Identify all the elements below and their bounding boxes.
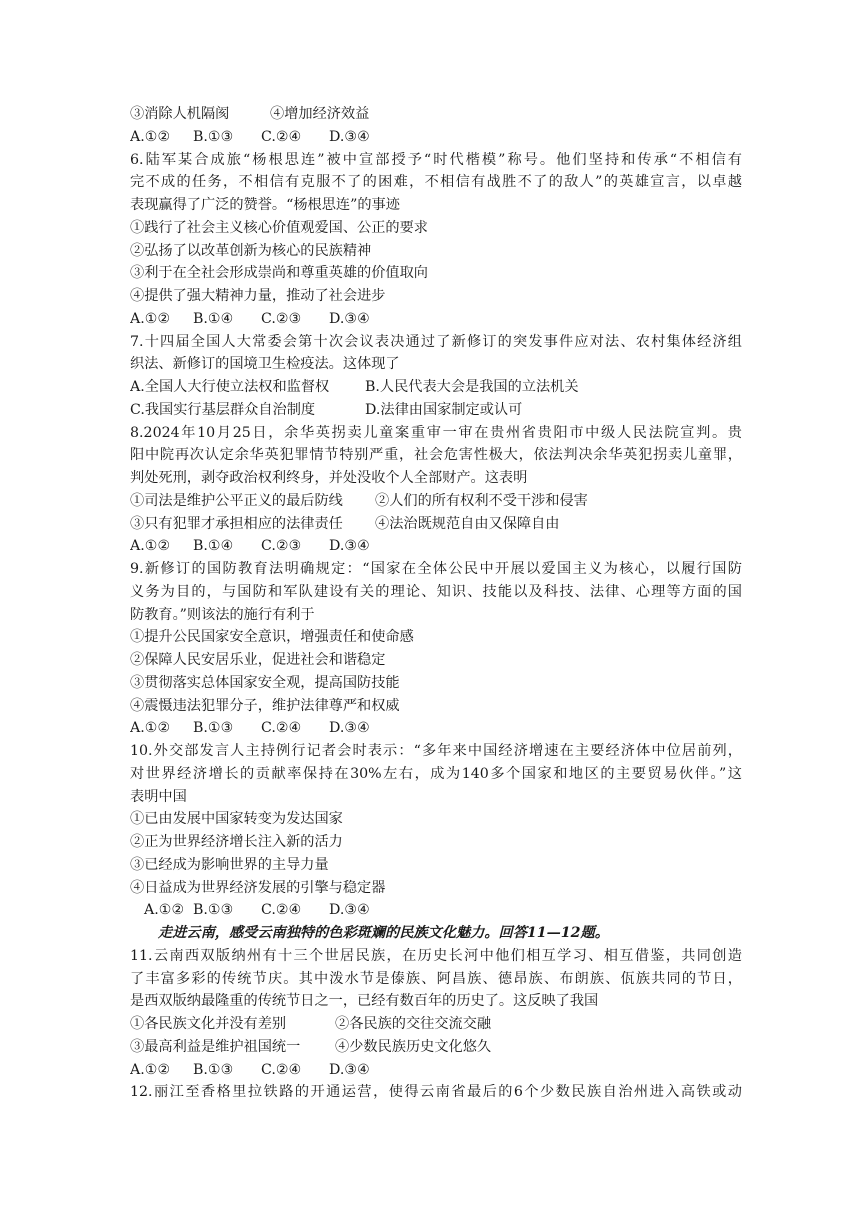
choice-d[interactable]: D.③④ [329,902,370,919]
q5-option-4: ④增加经济效益 [270,106,370,122]
q10-stem-line: 10.外交部发言人主持例行记者会时表示：“多年来中国经济增速在主要经济体中位居前列， [130,743,742,759]
q6-option: ②弘扬了以改革创新为核心的民族精神 [130,242,372,259]
q6-stem-line: 完不成的任务，不相信有克服不了的困难，不相信有战胜不了的敌人”的英雄宣言，以卓越 [130,174,742,191]
q9-stem-line: 防教育。”则该法的施行有利于 [130,606,315,623]
q6-choices [130,308,742,331]
q11-option-2: ②各民族的交往交流交融 [335,1016,492,1032]
q8-options-row-1 [130,490,742,513]
q9-stem-line: 9.新修订的国防教育法明确规定：“国家在全体公民中开展以爱国主义为核心，以履行国防 [130,561,742,577]
choice-c[interactable]: C.②④ [261,720,302,737]
choice-a[interactable]: A.①② [130,720,171,737]
q11-option-4: ④少数民族历史文化悠久 [335,1038,492,1055]
choice-a[interactable]: A.①② [130,1061,171,1078]
q9-option: ②保障人民安居乐业，促进社会和谐稳定 [130,652,386,668]
q6-option: ③利于在全社会形成崇尚和尊重英雄的价值取向 [130,265,428,282]
q7-stem-line: 织法、新修订的国境卫生检疫法。这体现了 [130,356,400,373]
q10-option: ①已由发展中国家转变为发达国家 [130,811,343,828]
q7-options-row-1 [130,376,742,399]
choice-b[interactable]: B.①④ [193,538,234,555]
q7-stem-line: 7.十四届全国人大常委会第十次会议表决通过了新修订的突发事件应对法、农村集体经济组 [130,333,742,350]
q6-option: ①践行了社会主义核心价值观爱国、公正的要求 [130,219,428,236]
choice-d[interactable]: D.③④ [329,538,370,555]
choice-a[interactable]: A.①② [130,310,171,327]
choice-d[interactable]: D.法律由国家制定或认可 [365,401,523,418]
choice-b[interactable]: B.①③ [193,902,234,919]
section-intro: 走进云南，感受云南独特的色彩斑斓的民族文化魅力。回答11—12题。 [158,925,609,941]
q11-stem-line: 了丰富多彩的传统节庆。其中泼水节是傣族、阿昌族、德昂族、布朗族、佤族共同的节日， [130,970,742,987]
q10-stem-line: 表明中国 [130,788,187,805]
q6-option: ④提供了强大精神力量，推动了社会进步 [130,288,386,304]
q8-option-1: ①司法是维护公平正义的最后防线 [130,492,343,509]
q10-option: ③已经成为影响世界的主导力量 [130,856,329,873]
q8-stem-line: 阳中院再次认定余华英犯罪情节特别严重，社会危害性极大，依法判决余华英犯拐卖儿童罪， [130,447,742,464]
q7-options-row-2 [130,399,742,422]
choice-c[interactable]: C.②③ [261,538,302,555]
choice-c[interactable]: C.我国实行基层群众自治制度 [130,401,316,418]
q11-choices [130,1059,742,1082]
choice-b[interactable]: B.①③ [193,128,234,145]
choice-d[interactable]: D.③④ [329,310,370,327]
q11-stem-line: 是西双版纳最隆重的传统节日之一，已经有数百年的历史了。这反映了我国 [130,993,599,1010]
choice-b[interactable]: B.①③ [193,1061,234,1078]
choice-b[interactable]: B.①④ [193,310,234,327]
q8-stem-line: 判处死刑，剥夺政治权利终身，并处没收个人全部财产。这表明 [130,470,528,486]
q9-choices [130,717,742,740]
q10-option: ②正为世界经济增长注入新的活力 [130,834,343,850]
q6-stem-line: 6.陆军某合成旅“杨根思连”被中宣部授予“时代楷模”称号。他们坚持和传承“不相信有 [130,151,742,168]
q5-options-row-2 [130,103,742,126]
q11-options-row-1 [130,1013,742,1036]
choice-d[interactable]: D.③④ [329,1061,370,1078]
q6-stem-line: 表现赢得了广泛的赞誉。“杨根思连”的事迹 [130,197,400,213]
choice-a[interactable]: A.①② [144,902,185,919]
q11-option-1: ①各民族文化并没有差别 [130,1016,287,1032]
q11-option-3: ③最高利益是维护祖国统一 [130,1038,301,1055]
q8-stem-line: 8.2024年10月25日，余华英拐卖儿童案重审一审在贵州省贵阳市中级人民法院宣判。贵 [130,424,742,441]
q9-option: ①提升公民国家安全意识，增强责任和使命感 [130,629,414,646]
choice-a[interactable]: A.①② [130,128,171,145]
q10-choices [130,899,742,922]
q8-option-4: ④法治既规范自由又保障自由 [375,515,560,532]
choice-a[interactable]: A.全国人大行使立法权和监督权 [130,379,330,395]
q9-option: ③贯彻落实总体国家安全观，提高国防技能 [130,674,400,691]
choice-c[interactable]: C.②④ [261,128,302,145]
choice-d[interactable]: D.③④ [329,720,370,737]
q12-stem-line: 12.丽江至香格里拉铁路的开通运营，使得云南省最后的6个少数民族自治州进入高铁或动 [130,1084,742,1101]
choice-c[interactable]: C.②③ [261,310,302,327]
choice-c[interactable]: C.②④ [261,902,302,919]
choice-b[interactable]: B.①③ [193,720,234,737]
q9-stem-line: 义务为目的，与国防和军队建设有关的理论、知识、技能以及科技、法律、心理等方面的国 [130,583,742,600]
q8-option-3: ③只有犯罪才承担相应的法律责任 [130,515,343,532]
q10-stem-line: 对世界经济增长的贡献率保持在30%左右，成为140多个国家和地区的主要贸易伙伴。”这 [130,765,742,782]
q9-option: ④震慑违法犯罪分子，维护法律尊严和权威 [130,697,400,714]
q8-options-row-2 [130,513,742,536]
choice-d[interactable]: D.③④ [329,128,370,145]
question-list [130,103,742,1104]
q11-stem-line: 11.云南西双版纳州有十三个世居民族，在历史长河中他们相互学习、相互借鉴，共同创造 [130,947,742,964]
q5-option-3: ③消除人机隔阂 [130,106,230,122]
q8-option-2: ②人们的所有权利不受干涉和侵害 [375,492,588,509]
q5-choices [130,126,742,149]
q10-option: ④日益成为世界经济发展的引擎与稳定器 [130,879,386,896]
choice-b[interactable]: B.人民代表大会是我国的立法机关 [365,379,579,395]
q8-choices [130,535,742,558]
choice-c[interactable]: C.②④ [261,1061,302,1078]
q11-options-row-2 [130,1036,742,1059]
choice-a[interactable]: A.①② [130,538,171,555]
